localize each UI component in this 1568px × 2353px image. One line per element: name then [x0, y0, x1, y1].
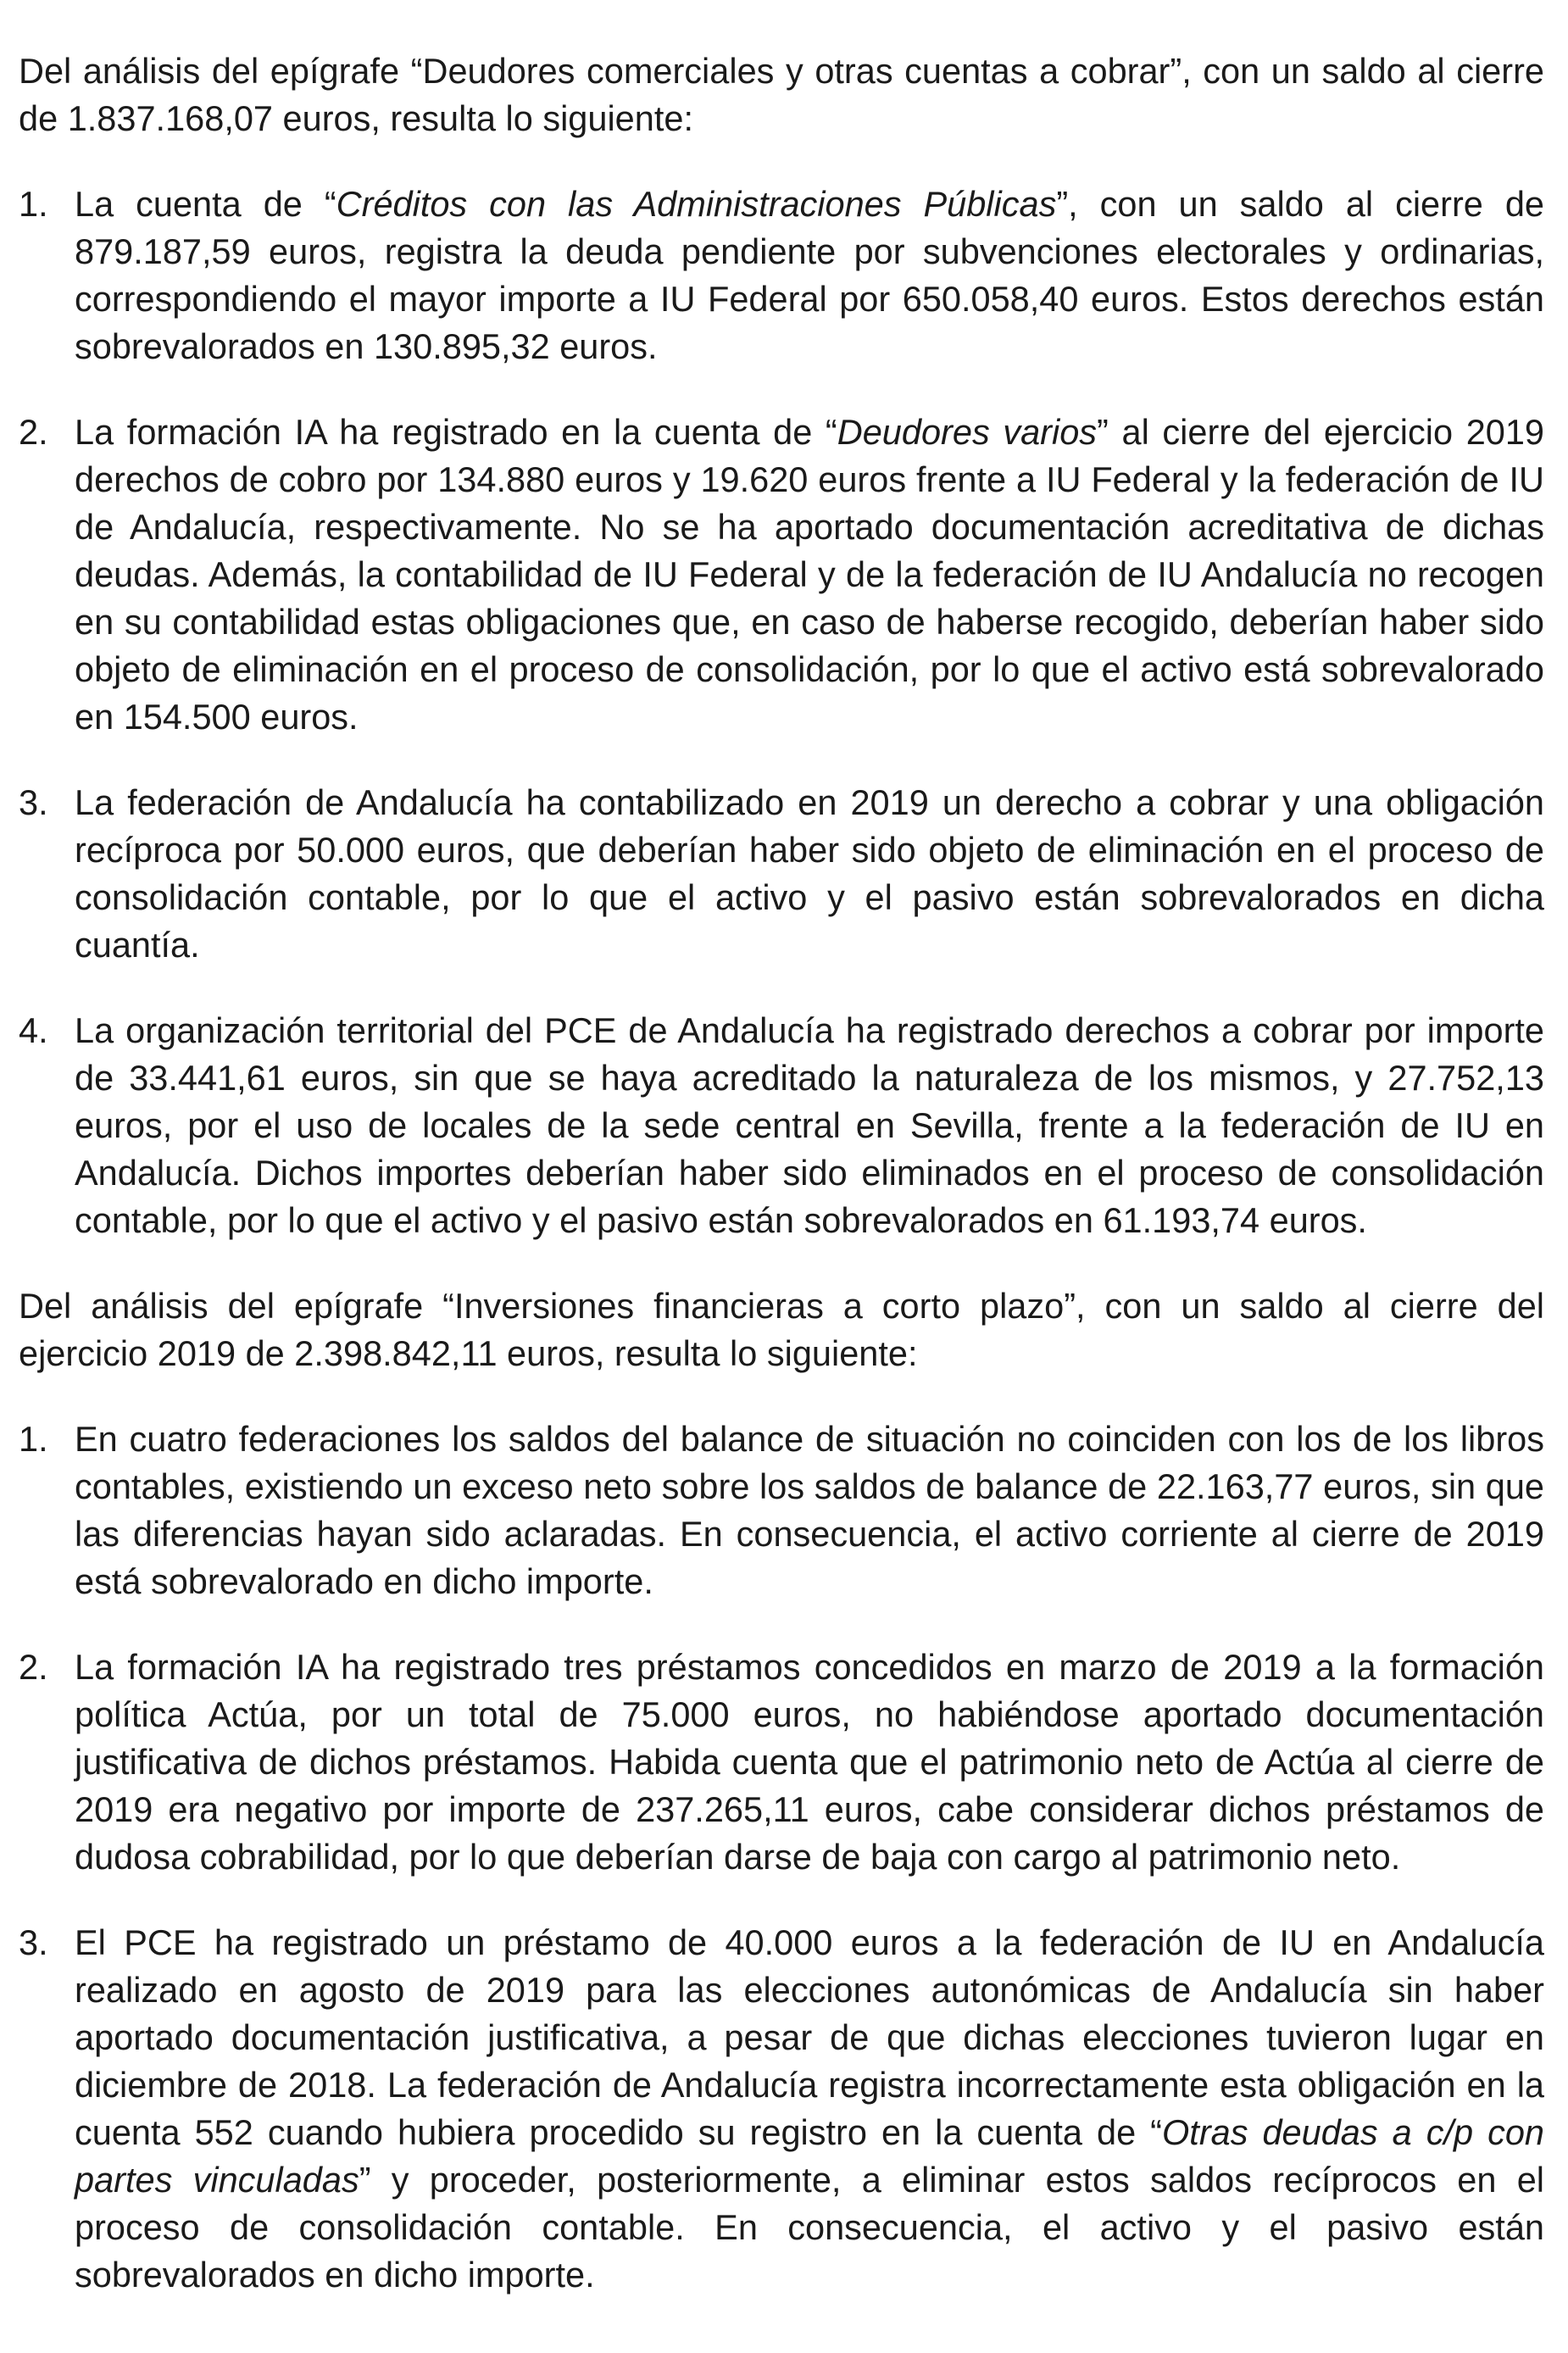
list-item-number: 4. [19, 1010, 48, 1050]
section2-intro: Del análisis del epígrafe “Inversiones financieras a corto plazo”, con un saldo al cierre del ejercicio 2019 de 2.398.842,11 euros, resulta lo siguiente: [19, 1286, 1544, 1373]
list-item-number: 2. [19, 1647, 48, 1687]
account-name: Créditos con las Administraciones Públicas [336, 184, 1057, 224]
list-item [19, 181, 1544, 370]
list-item-text: La cuenta de “Créditos con las Administraciones Públicas”, con un saldo al cierre de 879.187,59 euros, registra la deuda pendiente por subvenciones electorales y ordinarias, correspondiendo el mayor importe a IU Federal por 650.058,40 euros. Estos derechos están sobrevalorados en 130.895,32 euros. [75, 184, 1544, 366]
list-item-text: La federación de Andalucía ha contabilizado en 2019 un derecho a cobrar y una obligación recíproca por 50.000 euros, que deberían haber sido objeto de eliminación en el proceso de consolidación contable, por lo que el activo y el pasivo están sobrevalorados en dicha cuantía. [75, 782, 1544, 965]
list-item [19, 1644, 1544, 1881]
list-item-text: La organización territorial del PCE de Andalucía ha registrado derechos a cobrar por importe de 33.441,61 euros, sin que se haya acreditado la naturaleza de los mismos, y 27.752,13 euros, por el uso de locales de la sede central en Sevilla, frente a la federación de IU en Andalucía. Dichos importes deberían haber sido eliminados en el proceso de consolidación contable, por lo que el activo y el pasivo están sobrevalorados en 61.193,74 euros. [75, 1010, 1544, 1240]
list-item-text: La formación IA ha registrado tres préstamos concedidos en marzo de 2019 a la formación política Actúa, por un total de 75.000 euros, no habiéndose aportado documentación justificativa de dichos préstamos. Habida cuenta que el patrimonio neto de Actúa al cierre de 2019 era negativo por importe de 237.265,11 euros, cabe considerar dichos préstamos de dudosa cobrabilidad, por lo que deberían darse de baja con cargo al patrimonio neto. [75, 1647, 1544, 1877]
list-item-number: 3. [19, 782, 48, 822]
section1-intro: Del análisis del epígrafe “Deudores comerciales y otras cuentas a cobrar”, con un saldo al cierre de 1.837.168,07 euros, resulta lo siguiente: [19, 51, 1544, 138]
list-item [19, 409, 1544, 741]
list-item-text: La formación IA ha registrado en la cuenta de “Deudores varios” al cierre del ejercicio 2019 derechos de cobro por 134.880 euros y 19.620 euros frente a IU Federal y la federación de IU de Andalucía, respectivamente. No se ha aportado documentación acreditativa de dichas deudas. Además, la contabilidad de IU Federal y de la federación de IU Andalucía no recogen en su contabilidad estas obligaciones que, en caso de haberse recogido, deberían haber sido objeto de eliminación en el proceso de consolidación, por lo que el activo está sobrevalorado en 154.500 euros. [75, 412, 1545, 737]
account-name: Deudores varios [837, 412, 1098, 452]
list-item-number: 2. [19, 412, 48, 452]
account-name: Otras deudas a c/p con partes vinculadas [75, 2112, 1544, 2200]
document-page [19, 47, 1544, 2337]
list-item-number: 3. [19, 1922, 48, 1962]
list-item-number: 1. [19, 1419, 48, 1459]
list-item-number: 1. [19, 184, 48, 224]
section2-list [19, 1416, 1544, 2299]
list-item-text: El PCE ha registrado un préstamo de 40.000 euros a la federación de IU en Andalucía realizado en agosto de 2019 para las elecciones autonómicas de Andalucía sin haber aportado documentación justificativa, a pesar de que dichas elecciones tuvieron lugar en diciembre de 2018. La federación de Andalucía registra incorrectamente esta obligación en la cuenta 552 cuando hubiera procedido su registro en la cuenta de “Otras deudas a c/p con partes vinculadas” y proceder, posteriormente, a eliminar estos saldos recíprocos en el proceso de consolidación contable. En consecuencia, el activo y el pasivo están sobrevalorados en dicho importe. [75, 1922, 1544, 2295]
section1-list [19, 181, 1544, 1244]
list-item [19, 1416, 1544, 1605]
list-item-text: En cuatro federaciones los saldos del balance de situación no coinciden con los de los libros contables, existiendo un exceso neto sobre los saldos de balance de 22.163,77 euros, sin que las diferencias hayan sido aclaradas. En consecuencia, el activo corriente al cierre de 2019 está sobrevalorado en dicho importe. [75, 1419, 1544, 1601]
list-item [19, 779, 1544, 969]
list-item [19, 1007, 1544, 1244]
list-item [19, 1919, 1544, 2299]
